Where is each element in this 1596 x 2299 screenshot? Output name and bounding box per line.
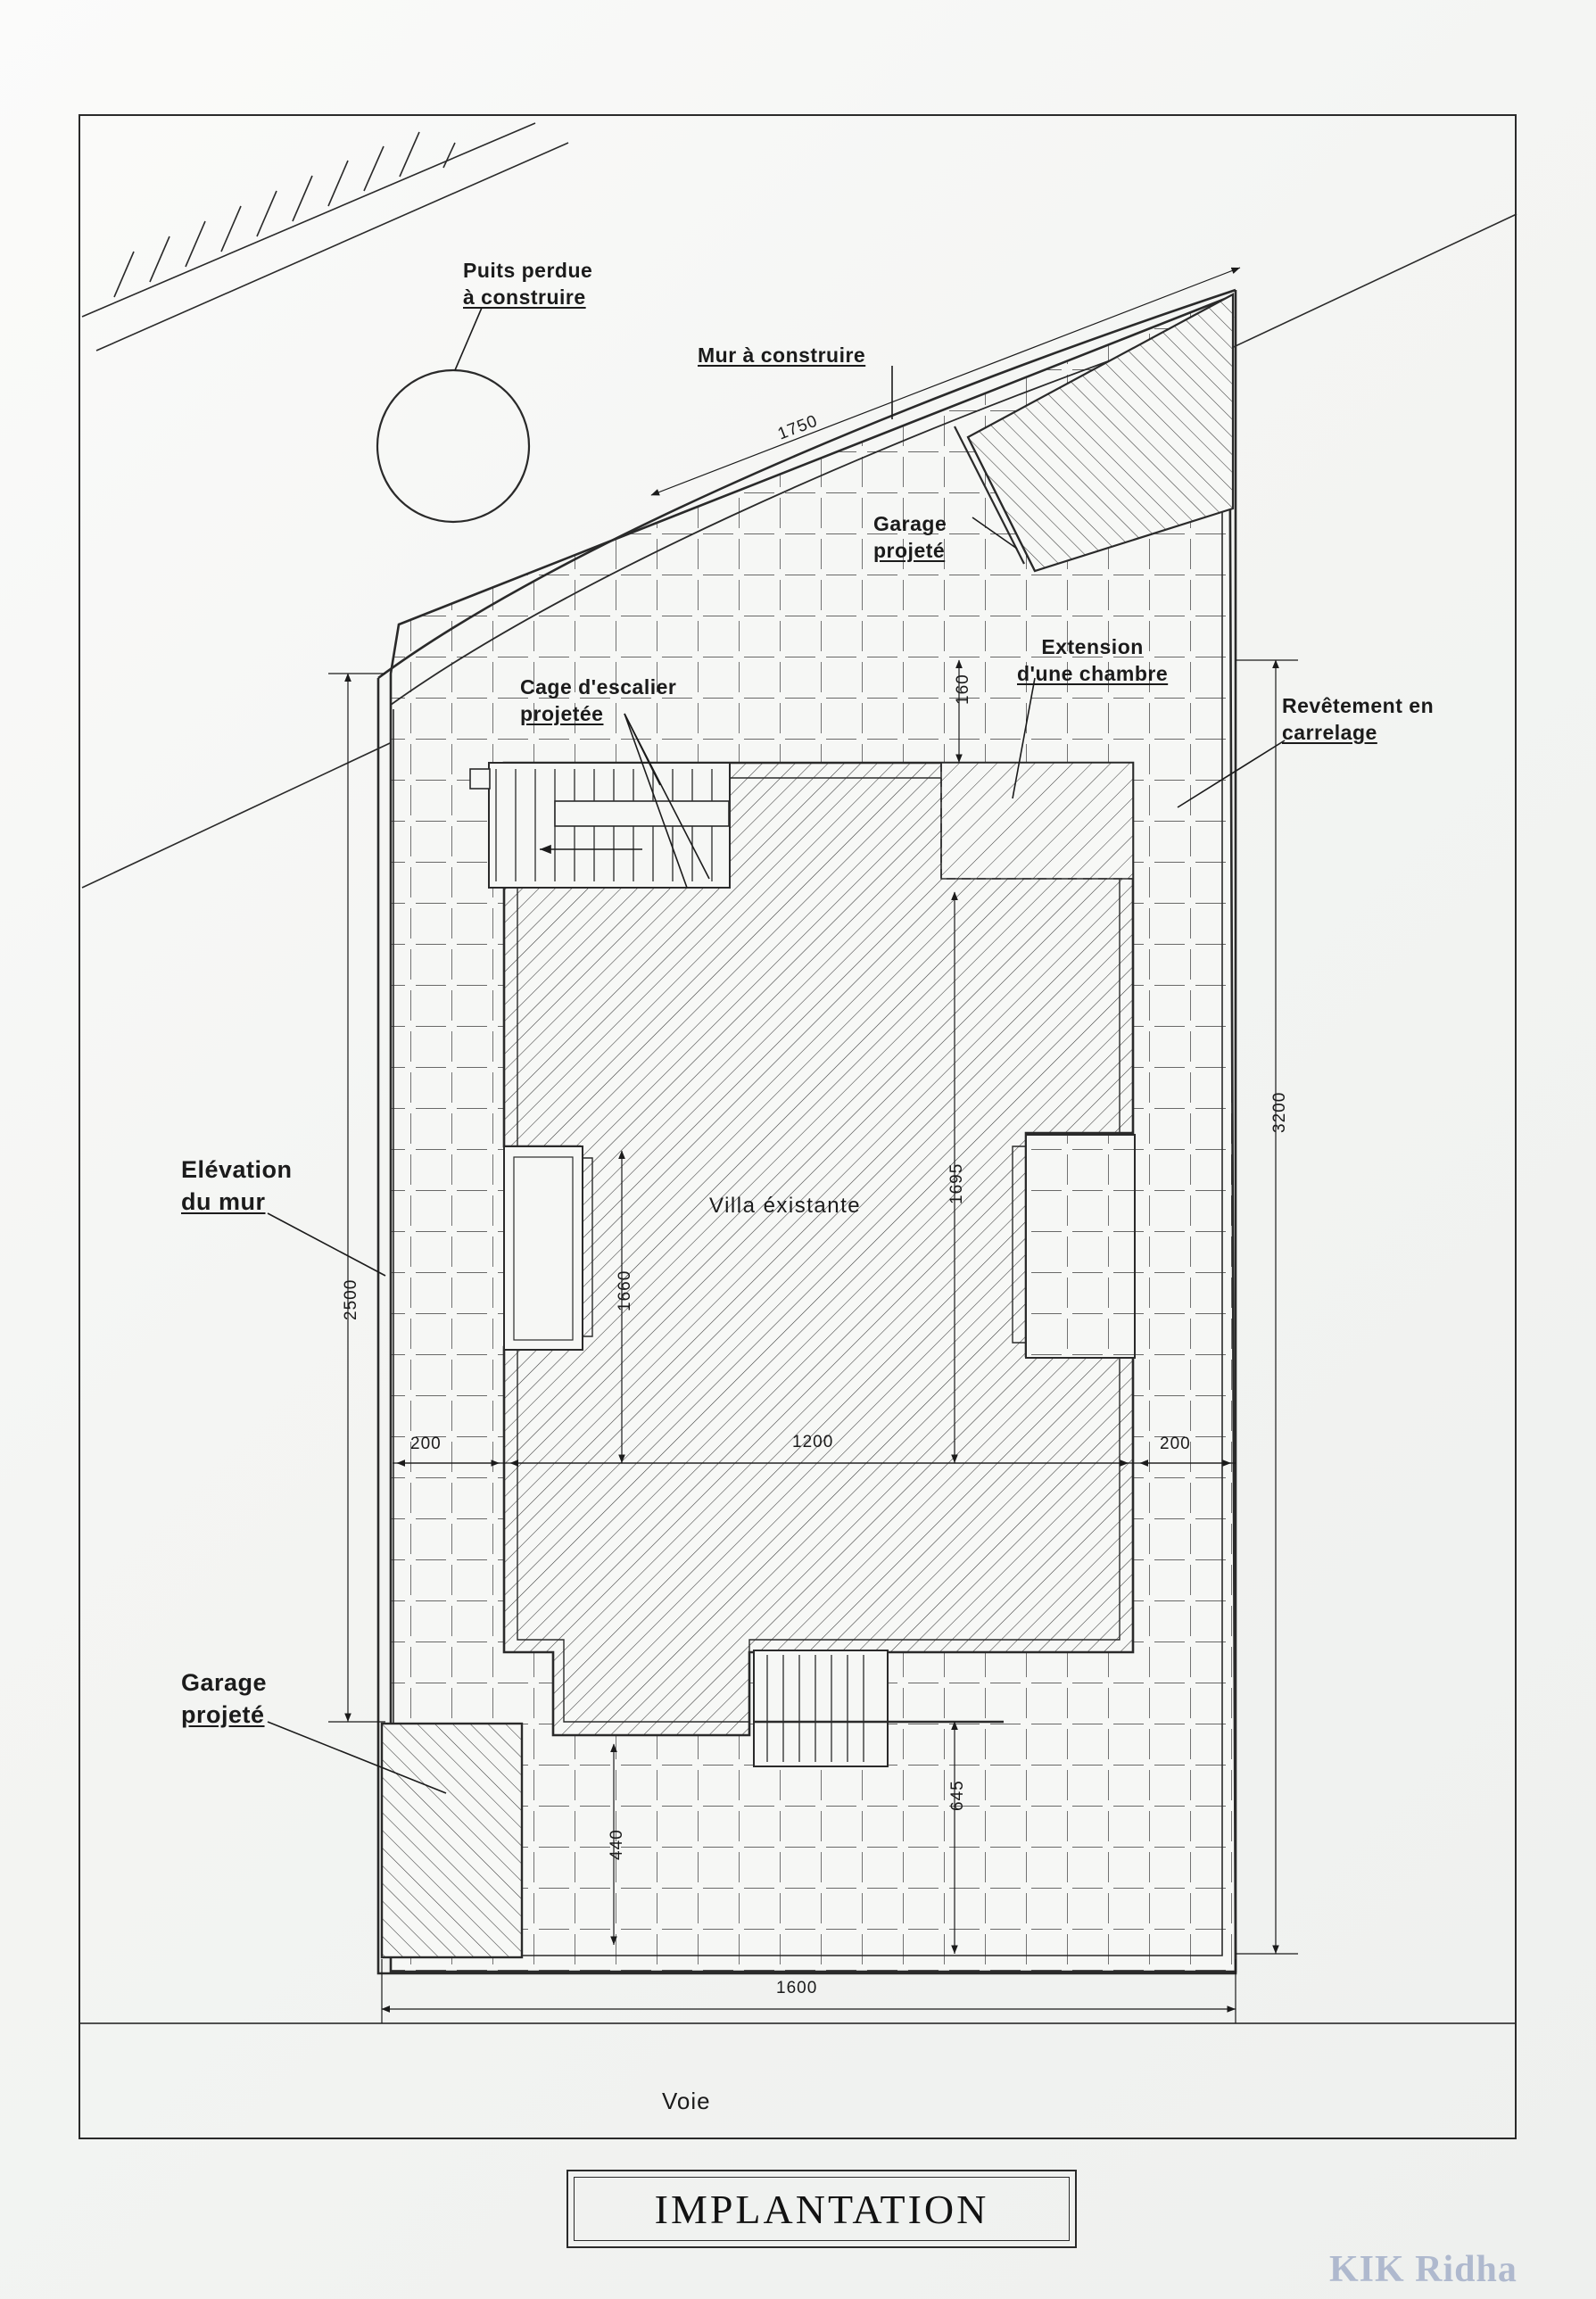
annotation-mur-a-construire: Mur à construire: [698, 343, 866, 367]
drawing-title: IMPLANTATION: [654, 2186, 989, 2232]
dimension-2500: 2500: [342, 1278, 360, 1320]
annotation-garage-projete-haut: [873, 510, 947, 564]
dimension-1600: 1600: [776, 1979, 818, 1997]
annotation-puits-perdue-line1: Puits perdue: [463, 259, 593, 282]
annotation-garage-haut-line2: projeté: [873, 539, 946, 562]
dimension-1750: 1750: [775, 411, 821, 444]
dimension-3200: 3200: [1270, 1091, 1289, 1133]
dimension-200-right: 200: [1160, 1435, 1191, 1453]
annotation-elevation-line2: du mur: [181, 1188, 266, 1215]
annotation-puits-perdue-line2: à construire: [463, 285, 586, 309]
dimension-160: 160: [954, 674, 972, 705]
annotation-extension-line1: Extension: [1041, 635, 1144, 658]
annotation-garage-bas-line1: Garage: [181, 1669, 268, 1696]
dimension-1660: 1660: [616, 1269, 634, 1311]
annotation-villa-existante: Villa éxistante: [709, 1194, 862, 1218]
annotation-puits-perdue: [463, 257, 592, 310]
dimension-200-left: 200: [410, 1435, 442, 1453]
annotation-elevation-line1: Elévation: [181, 1156, 293, 1183]
road-label: Voie: [662, 2088, 711, 2114]
annotation-cage-escalier: [520, 674, 676, 727]
annotation-elevation-du-mur: [181, 1154, 293, 1218]
annotation-revetement-line1: Revêtement en: [1282, 694, 1435, 717]
annotation-garage-projete-bas: [181, 1666, 267, 1731]
dimension-645: 645: [948, 1780, 967, 1811]
dimension-1695: 1695: [947, 1162, 966, 1204]
dimension-440: 440: [608, 1829, 626, 1860]
annotation-revetement-carrelage: [1282, 692, 1434, 746]
dimension-1200: 1200: [792, 1433, 834, 1451]
title-block: [566, 2170, 1077, 2248]
annotation-extension-line2: d'une chambre: [1017, 662, 1169, 685]
scan-watermark: KIK Ridha: [1329, 2249, 1517, 2290]
annotation-garage-bas-line2: projeté: [181, 1701, 265, 1728]
annotation-revetement-line2: carrelage: [1282, 721, 1377, 744]
annotation-extension-chambre: [1017, 633, 1168, 687]
annotation-cage-line1: Cage d'escalier: [520, 675, 677, 699]
annotation-cage-line2: projetée: [520, 702, 604, 725]
annotation-garage-haut-line1: Garage: [873, 512, 947, 535]
title-block-inner: [574, 2177, 1070, 2241]
